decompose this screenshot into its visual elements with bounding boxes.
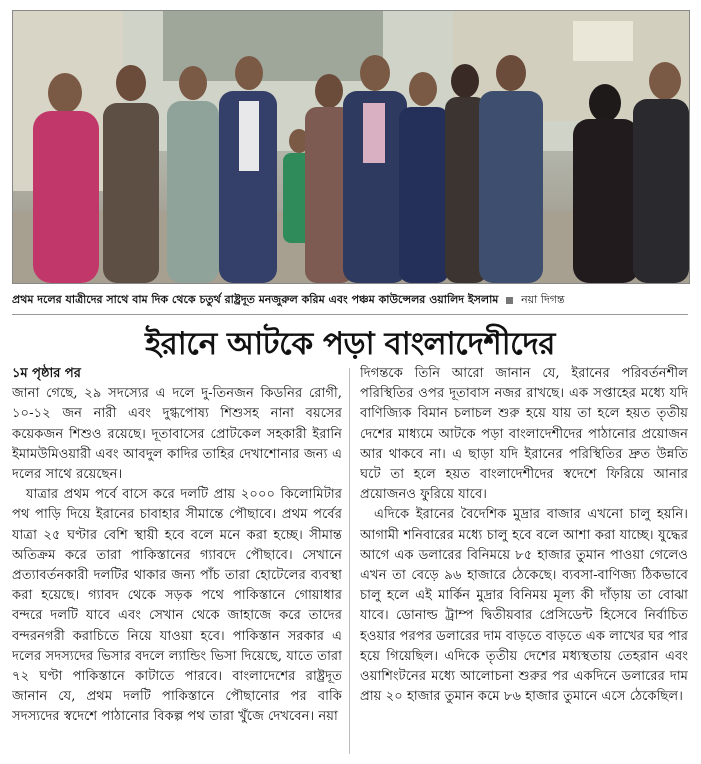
paragraph: জানা গেছে, ২৯ সদস্যের এ দলে দু-তিনজন কিডনির রোগী, ১০-১২ জন নারী এবং দুগ্ধপোষ্য শিশুসহ নানা বয়সের কয়েকজন শিশুও রয়েছে। দূতাবাসের প্রোটকেল সহকারী ইরানি ইমামউমিওয়ারী এবং আবদুল কাদির তাহির দেখাশোনার জন্য এ দলের সাথে রয়েছেন। [12,386,342,483]
paragraph: যাত্রার প্রথম পর্বে বাসে করে দলটি প্রায় ২০০০ কিলোমিটার পথ পাড়ি দিয়ে ইরানের চাবাহার সীমান্তে পৌছাবে। প্রথম পর্বের যাত্রা ২৫ ঘণ্টার বেশি স্থায়ী হবে বলে মনে করা হচ্ছে। সীমান্ত অতিক্রম করে তারা পাকিস্তানের গ্যাবদে পৌছাবে। সেখানে প্রত্যাবর্তনকারী দলটির থাকার জন্য পাঁচ তারা হোটেলের ব্যবস্থা করা হয়েছে। গ্যাবদ থেকে সড়ক পথে পাকিস্তানে গোয়াধার বন্দরে দলটি যাবে এবং সেখান থেকে জাহাজে করে তাদের বন্দরনগরী করাচিতে নিয়ে যাওয়া হবে। পাকিস্তান সরকার এ দলের সদস্যদের ভিসার বদলে ল্যান্ডিং ভিসা দিয়েছে, যাতে তারা ৭২ ঘণ্টা পাকিস্তানে কাটাতে পারবে। বাংলাদেশের রাষ্ট্রদূত জানান যে, প্রথম দলটি পাকিস্তানে পৌছানোর পর বাকি সদস্যদের স্বদেশে পাঠানোর বিকল্প পথ তারা খুঁজে দেখবেন। নয়া [12,487,342,725]
article-headline: ইরানে আটকে পড়া বাংলাদেশীদের [145,326,555,362]
paragraph: দিগন্তকে তিনি আরো জানান যে, ইরানের পরিবর্তনশীল পরিস্থিতির ওপর দূতাবাস নজর রাখছে। এক সপ্তাহের মধ্যে যদি বাণিজ্যিক বিমান চলাচল শুরু হয়ে যায় তা হলে হয়ত তৃতীয় দেশের মাধ্যমে আটকে পড়া বাংলাদেশীদের পাঠানোর প্রয়োজন আর থাকবে না। এ ছাড়া যদি ইরানের পরিস্থিতির দ্রুত উন্নতি ঘটে তা হলে হয়ত বাংলাদেশীদের স্বদেশে ফিরিয়ে আনার প্রয়োজনও ফুরিয়ে যাবে। [360,366,688,503]
column-divider [349,368,350,754]
photo-caption [12,290,688,310]
continued-from-kicker: ১ম পৃষ্ঠার পর [12,366,81,381]
right-column [360,364,688,756]
group-photo-illustration [13,11,689,283]
left-column [12,364,342,756]
photo-credit: নয়া দিগন্ত [521,293,565,306]
caption-separator [506,297,513,304]
paragraph: এদিকে ইরানের বৈদেশিক মুদ্রার বাজার এখনো চালু হয়নি। আগামী শনিবারের মধ্যে চালু হবে বলে আশা করা যাচ্ছে। যুদ্ধের আগে এক ডলারের বিনিময়ে ৮৫ হাজার তুমান পাওয়া গেলেও এখন তা বেড়ে ৯৬ হাজারে ঠেকেছে। ব্যবসা-বাণিজ্য ঠিকভাবে চালু হলে এই মার্কিন মুদ্রার বিনিময় মূল্য কী দাঁড়ায় তা বোঝা যাবে। ডোনাল্ড ট্রাম্প দ্বিতীয়বার প্রেসিডেন্ট হিসেবে নির্বাচিত হওয়ার পরপর ডলারের দাম বাড়তে বাড়তে এক লাখের ঘর পার হয়ে গিয়েছিল। এদিকে তৃতীয় দেশের মধ্যস্থতায় তেহরান এবং ওয়াশিংটনের মধ্যে আলোচনা শুরুর পর একদিনে ডলারের দাম প্রায় ২০ হাজার তুমান কমে ৮৬ হাজার তুমানে এসে ঠেকেছিল। [360,507,688,705]
caption-text: প্রথম দলের যাত্রীদের সাথে বাম দিক থেকে চতুর্থ রাষ্ট্রদূত মনজুরুল করিম এবং পঞ্চম কাউন্সেলর ওয়ালিদ ইসলাম [12,293,499,306]
group-photo [12,10,690,284]
caption-rule [12,314,688,315]
